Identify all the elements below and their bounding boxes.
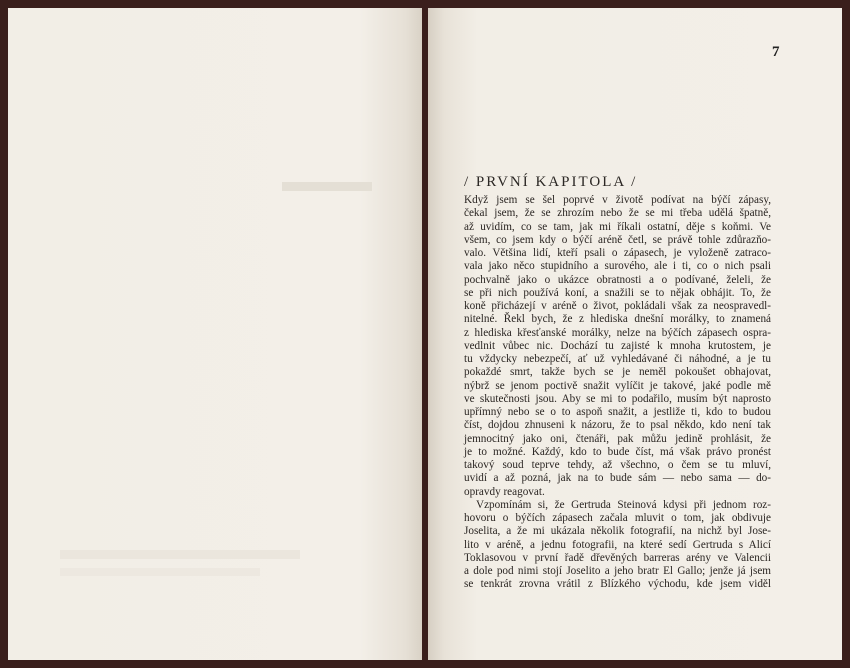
text-line: se tenkrát zrovna vrátil z Blízkého východu, kde jsem viděl (464, 578, 771, 591)
text-line: tu vždycky nebezpečí, ať už vyhledávané či náhodné, a je tu (464, 353, 771, 365)
text-line: valo. Většina lidí, kteří psali o zápasech, je vyloženě zatraco- (464, 247, 771, 259)
show-through-mark (60, 568, 260, 576)
text-line: Vzpomínám si, že Gertruda Steinová kdysi při jednom roz- (476, 498, 771, 511)
text-line: z hlediska křesťanské morálky, nelze na býčích zápasech ospra- (464, 326, 771, 339)
text-line: a dole pod nimi stojí Joselito a jeho bratr El Gallo; jenže já jsem (464, 565, 771, 577)
text-line: lito v aréně, a jednu fotografii, na které sedí Gertruda s Alicí (464, 538, 771, 551)
chapter-heading: / PRVNÍ KAPITOLA / (464, 174, 638, 190)
text-line: až uvidím, co se tam, jak mi říkali ostatní, děje s koňmi. Ve (464, 220, 771, 233)
text-line: uvidí a až pozná, jak na to bude sám — nebo sama — do- (464, 472, 771, 485)
left-page (8, 8, 422, 660)
text-line: koně přicházejí v aréně o život, pokládali však za neospravedl- (464, 300, 771, 312)
text-line: čekal jsem, že se zhrozím nebo že se mi třeba udělá špatně, (464, 207, 771, 220)
text-line: číst, dojdou zhnuseni k názoru, že to psal někdo, kdo není tak (464, 419, 771, 432)
text-line: nitelné. Řekl bych, že z hlediska dnešní morálky, to znamená (464, 313, 771, 326)
text-line: upřímný nebo se o to aspoň snažit, a jestliže ti, kdo to budou (464, 406, 771, 418)
text-line: opravdy reagovat. (464, 485, 545, 498)
text-line: Toklasovou v první řadě dřevěných barreras arény ve Valencii (464, 551, 771, 564)
text-line: je to možné. Každý, kdo to bude číst, má však právo pronést (464, 445, 771, 458)
text-line: vala jako něco stupidního a surového, ale i ti, co o nich psali (464, 260, 771, 273)
text-line: hovoru o býčích zápasech začala mluvit o tom, jak obdivuje (464, 512, 771, 524)
text-line: takový soud teprve tehdy, až všechno, o čem se tu mluví, (464, 459, 771, 471)
show-through-mark (282, 182, 372, 191)
text-line: pokaždé smrt, takže bych se je neměl pokoušet obhajovat, (464, 366, 771, 379)
text-line: všem, co jsem kdy o býčí aréně četl, se právě tohle zdůrazňo- (464, 233, 771, 246)
text-line: pochvalně jako o ukázce obratnosti a o podívané, želeli, že (464, 273, 771, 286)
text-line: nýbrž se jenom poctivě snažit vylíčit je takové, jaké podle mě (464, 379, 771, 392)
show-through-mark (60, 550, 300, 559)
text-line: ve skutečnosti jsou. Aby se mi to podařilo, musím být naprosto (464, 392, 771, 405)
text-line: Joselita, a že mi ukázala několik fotografií, na nichž byl Jose- (464, 525, 771, 538)
page-number: 7 (772, 44, 780, 60)
text-line: jemnocitný jako oni, čtenáři, pak můžu jedině prohlásit, že (464, 432, 771, 445)
text-line: se při nich používá koní, a snažili se to nějak obhájit. To, že (464, 286, 771, 299)
text-line: vedlnit vůbec nic. Dochází tu zajisté k mnoha krutostem, je (464, 339, 771, 352)
text-line: Když jsem se šel poprvé v životě podívat na býčí zápasy, (464, 194, 771, 206)
